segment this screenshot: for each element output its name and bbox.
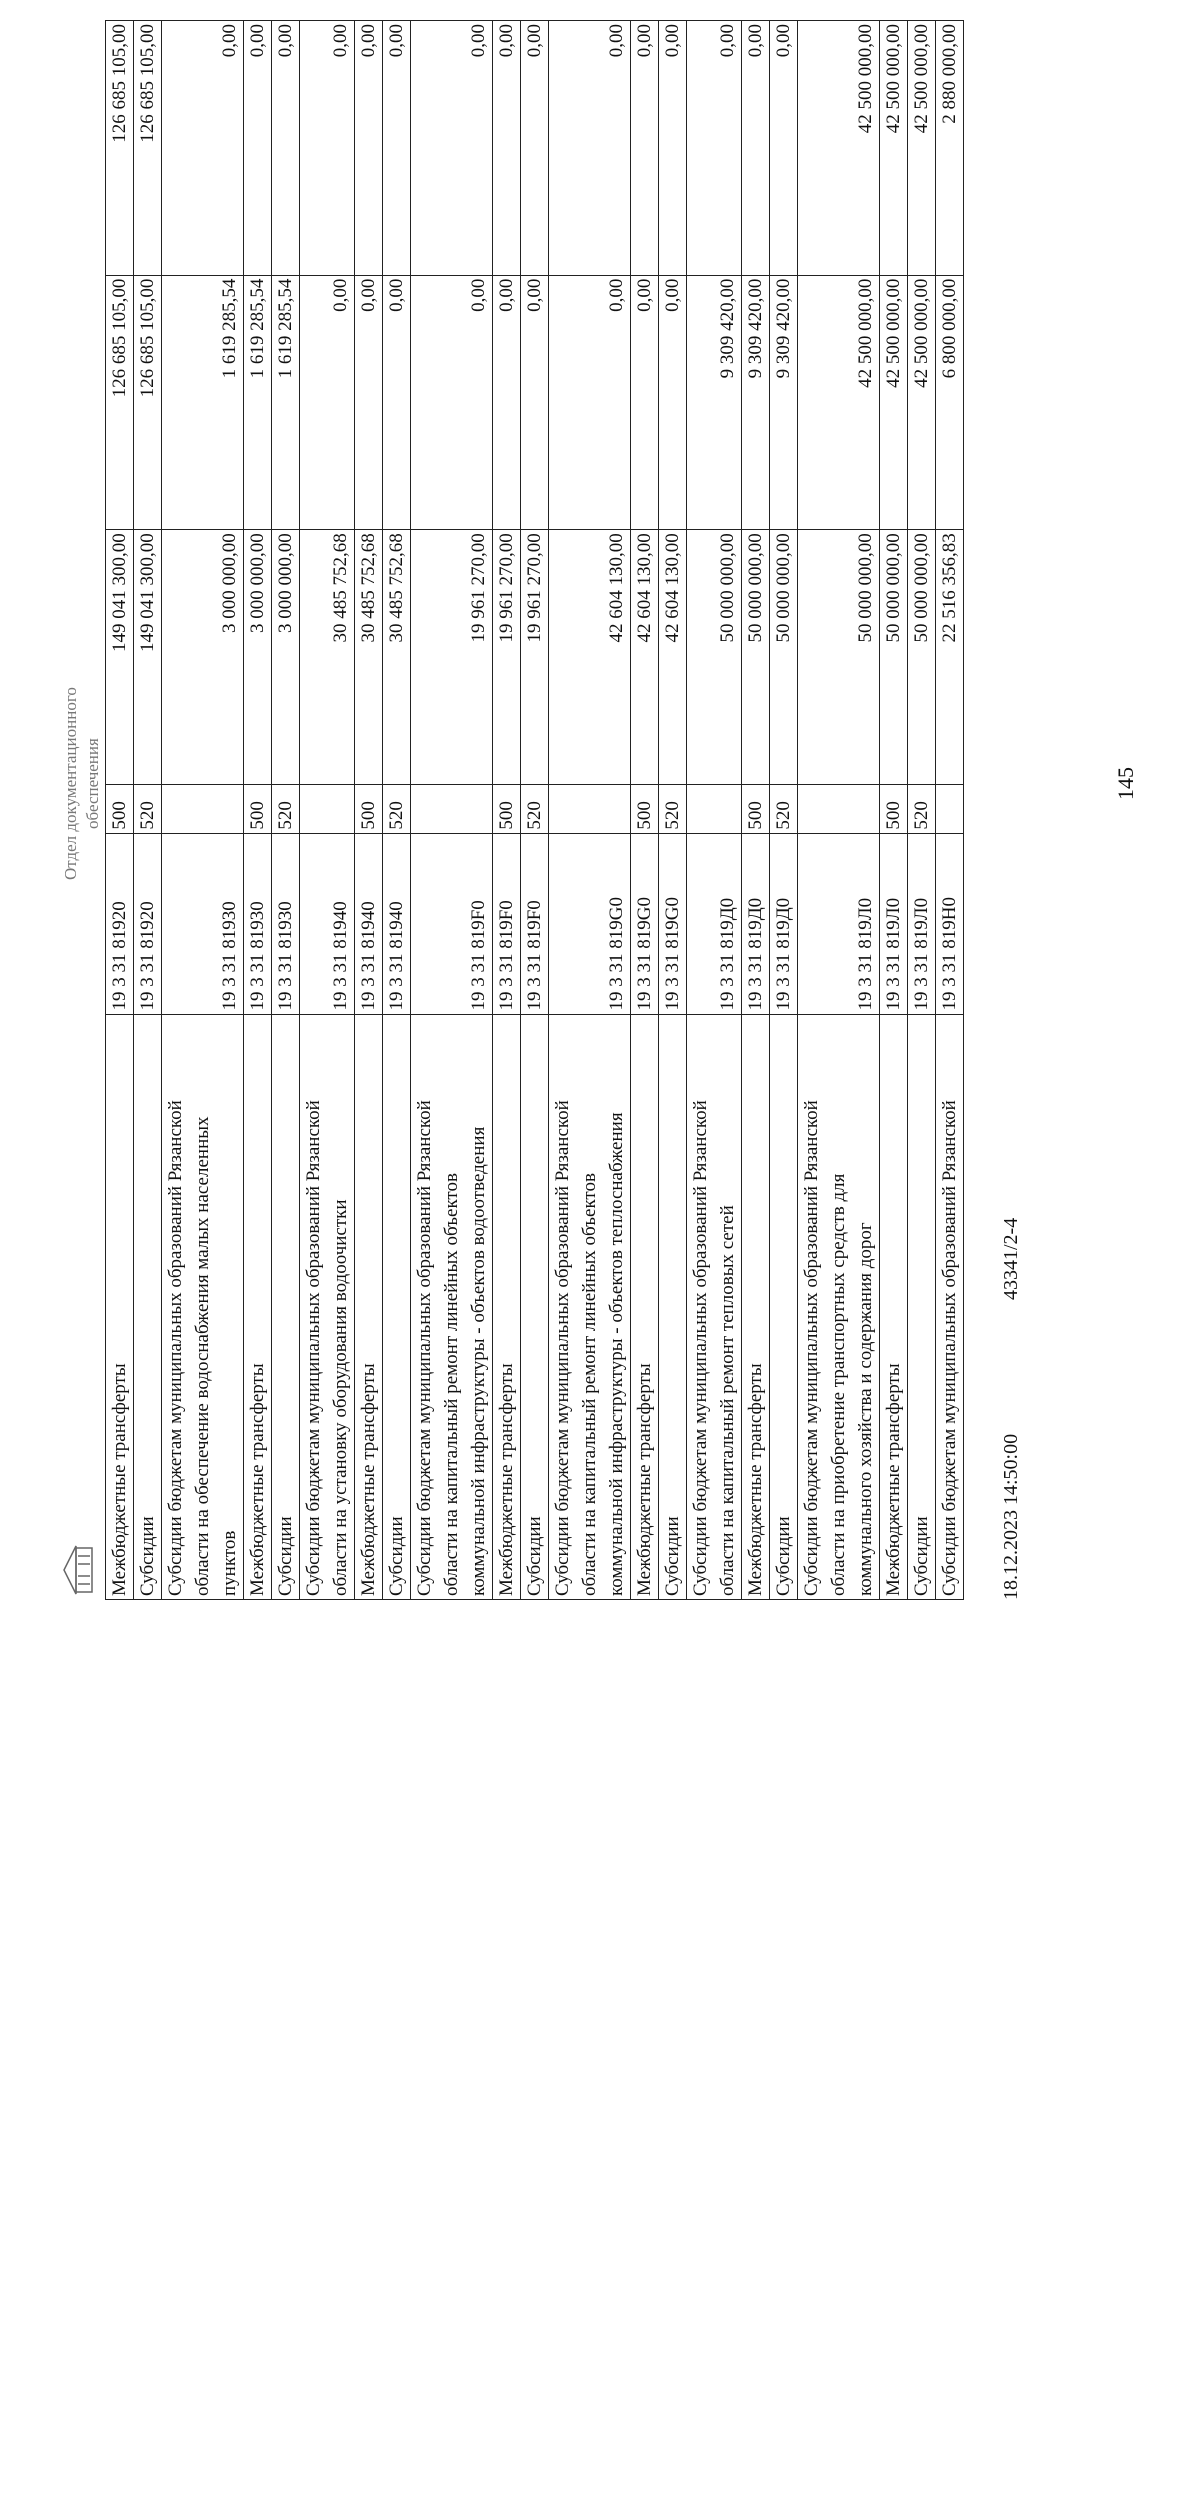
row-name-cell <box>631 1014 659 1599</box>
row-amount-2-cell: 0,00 <box>355 275 383 530</box>
row-name-cell <box>549 1014 631 1599</box>
row-amount-1-cell: 50 000 000,00 <box>742 530 770 785</box>
row-amount-2-cell: 6 800 000,00 <box>936 275 964 530</box>
row-name-line: Межбюджетные трансферты <box>634 1363 655 1596</box>
table-row <box>880 21 908 1600</box>
row-amount-1-cell: 30 485 752,68 <box>300 530 355 785</box>
footer-doc-code: 43341/2-4 <box>1000 1217 1022 1300</box>
table-row <box>549 21 631 1600</box>
row-amount-2-cell: 9 309 420,00 <box>687 275 742 530</box>
row-name-line: области на капитальный ремонт тепловых сетей <box>717 1205 738 1596</box>
row-name-line: Межбюджетные трансферты <box>496 1363 517 1596</box>
office-stamp <box>60 687 104 880</box>
row-code-cell: 19 3 31 819Л0 <box>798 833 880 1014</box>
table-row <box>355 21 383 1600</box>
row-amount-1-cell: 30 485 752,68 <box>355 530 383 785</box>
row-name-line: Субсидии <box>773 1516 794 1596</box>
table-row <box>106 21 134 1600</box>
page-number: 145 <box>1113 767 1138 800</box>
row-code-cell: 19 3 31 81940 <box>300 833 355 1014</box>
row-amount-2-cell: 9 309 420,00 <box>770 275 798 530</box>
row-code-cell: 19 3 31 819F0 <box>411 833 493 1014</box>
table-row <box>134 21 162 1600</box>
row-vr-cell: 520 <box>770 784 798 833</box>
row-name-cell <box>798 1014 880 1599</box>
row-name-cell <box>742 1014 770 1599</box>
row-code-cell: 19 3 31 819Д0 <box>742 833 770 1014</box>
row-name-line: Субсидии <box>911 1516 932 1596</box>
row-vr-cell: 520 <box>272 784 300 833</box>
row-name-line: Субсидии бюджетам муниципальных образований Рязанской <box>801 1100 822 1596</box>
row-amount-3-cell: 0,00 <box>272 21 300 276</box>
row-name-line: Субсидии <box>662 1516 683 1596</box>
row-amount-1-cell: 50 000 000,00 <box>798 530 880 785</box>
rotated-document-page <box>61 20 1140 1600</box>
row-name-line: Субсидии бюджетам муниципальных образований Рязанской <box>939 1100 960 1596</box>
table-row <box>244 21 272 1600</box>
row-vr-cell: 520 <box>659 784 687 833</box>
row-name-cell <box>770 1014 798 1599</box>
row-amount-2-cell: 0,00 <box>659 275 687 530</box>
row-name-line: области на приобретение транспортных средств для <box>828 1173 849 1596</box>
row-name-line: Межбюджетные трансферты <box>883 1363 904 1596</box>
row-code-cell: 19 3 31 819Д0 <box>770 833 798 1014</box>
row-amount-1-cell: 3 000 000,00 <box>244 530 272 785</box>
row-name-line: Межбюджетные трансферты <box>247 1363 268 1596</box>
row-amount-2-cell: 0,00 <box>383 275 411 530</box>
row-name-cell <box>411 1014 493 1599</box>
row-code-cell: 19 3 31 81940 <box>383 833 411 1014</box>
row-name-cell <box>936 1014 964 1599</box>
row-name-line: области на установку оборудования водоочистки <box>330 1199 351 1596</box>
row-name-line: коммунальной инфраструктуры - объектов теплоснабжения <box>606 1112 627 1596</box>
row-amount-2-cell: 0,00 <box>300 275 355 530</box>
row-amount-3-cell: 42 500 000,00 <box>908 21 936 276</box>
row-code-cell: 19 3 31 81930 <box>272 833 300 1014</box>
row-vr-cell <box>411 784 493 833</box>
row-name-line: Субсидии <box>524 1516 545 1596</box>
row-amount-2-cell: 1 619 285,54 <box>272 275 300 530</box>
row-amount-3-cell: 0,00 <box>411 21 493 276</box>
row-name-cell <box>521 1014 549 1599</box>
row-amount-3-cell: 0,00 <box>300 21 355 276</box>
row-amount-3-cell: 0,00 <box>162 21 244 276</box>
table-row <box>798 21 880 1600</box>
row-vr-cell: 500 <box>493 784 521 833</box>
row-amount-1-cell: 22 516 356,83 <box>936 530 964 785</box>
row-amount-2-cell: 126 685 105,00 <box>134 275 162 530</box>
row-name-line: области на капитальный ремонт линейных объектов <box>579 1173 600 1596</box>
row-vr-cell: 500 <box>742 784 770 833</box>
row-amount-1-cell: 149 041 300,00 <box>134 530 162 785</box>
footer-meta <box>1000 1217 1040 2500</box>
row-name-cell <box>687 1014 742 1599</box>
row-code-cell: 19 3 31 819F0 <box>493 833 521 1014</box>
row-name-cell <box>244 1014 272 1599</box>
row-vr-cell: 520 <box>134 784 162 833</box>
row-amount-1-cell: 3 000 000,00 <box>162 530 244 785</box>
row-vr-cell: 500 <box>631 784 659 833</box>
row-vr-cell <box>549 784 631 833</box>
row-name-line: Субсидии <box>137 1516 158 1596</box>
stamp-line-2: обеспечения <box>83 738 102 829</box>
row-vr-cell: 500 <box>355 784 383 833</box>
row-vr-cell: 520 <box>521 784 549 833</box>
row-name-cell <box>659 1014 687 1599</box>
row-code-cell: 19 3 31 819Н0 <box>936 833 964 1014</box>
row-amount-1-cell: 30 485 752,68 <box>383 530 411 785</box>
row-name-line: пунктов <box>219 1530 240 1596</box>
row-amount-2-cell: 1 619 285,54 <box>244 275 272 530</box>
table-row <box>742 21 770 1600</box>
row-amount-3-cell: 0,00 <box>244 21 272 276</box>
row-amount-3-cell: 0,00 <box>549 21 631 276</box>
row-code-cell: 19 3 31 819F0 <box>521 833 549 1014</box>
footer-date: 18.12.2023 14:50:00 <box>1000 1433 1022 1600</box>
row-amount-2-cell: 42 500 000,00 <box>880 275 908 530</box>
row-amount-1-cell: 19 961 270,00 <box>411 530 493 785</box>
row-name-cell <box>908 1014 936 1599</box>
row-code-cell: 19 3 31 819Л0 <box>908 833 936 1014</box>
row-name-cell <box>383 1014 411 1599</box>
row-amount-2-cell: 42 500 000,00 <box>908 275 936 530</box>
row-vr-cell: 520 <box>383 784 411 833</box>
row-name-line: Субсидии бюджетам муниципальных образований Рязанской <box>414 1100 435 1596</box>
row-code-cell: 19 3 31 81930 <box>162 833 244 1014</box>
row-vr-cell: 520 <box>908 784 936 833</box>
row-amount-1-cell: 50 000 000,00 <box>880 530 908 785</box>
row-code-cell: 19 3 31 81920 <box>134 833 162 1014</box>
table-row <box>936 21 964 1600</box>
row-amount-3-cell: 0,00 <box>493 21 521 276</box>
row-amount-2-cell: 126 685 105,00 <box>106 275 134 530</box>
row-amount-3-cell: 0,00 <box>383 21 411 276</box>
row-vr-cell: 500 <box>106 784 134 833</box>
row-code-cell: 19 3 31 819Д0 <box>687 833 742 1014</box>
row-vr-cell <box>687 784 742 833</box>
row-amount-1-cell: 50 000 000,00 <box>908 530 936 785</box>
row-code-cell: 19 3 31 819G0 <box>631 833 659 1014</box>
row-vr-cell <box>936 784 964 833</box>
row-amount-3-cell: 0,00 <box>659 21 687 276</box>
row-name-line: области на капитальный ремонт линейных объектов <box>441 1173 462 1596</box>
row-amount-1-cell: 42 604 130,00 <box>631 530 659 785</box>
row-amount-3-cell: 0,00 <box>631 21 659 276</box>
row-amount-1-cell: 42 604 130,00 <box>549 530 631 785</box>
row-name-cell <box>880 1014 908 1599</box>
table-row <box>411 21 493 1600</box>
row-amount-1-cell: 42 604 130,00 <box>659 530 687 785</box>
row-amount-2-cell: 0,00 <box>631 275 659 530</box>
row-amount-3-cell: 126 685 105,00 <box>134 21 162 276</box>
row-amount-2-cell: 0,00 <box>549 275 631 530</box>
row-amount-1-cell: 50 000 000,00 <box>770 530 798 785</box>
row-name-line: Субсидии бюджетам муниципальных образований Рязанской <box>303 1100 324 1596</box>
row-amount-3-cell: 42 500 000,00 <box>798 21 880 276</box>
stamp-line-1: Отдел документационного <box>61 687 80 880</box>
table-row <box>659 21 687 1600</box>
table-row <box>521 21 549 1600</box>
row-name-cell <box>355 1014 383 1599</box>
duma-logo-icon <box>60 1540 100 1600</box>
row-vr-cell: 500 <box>880 784 908 833</box>
row-amount-3-cell: 126 685 105,00 <box>106 21 134 276</box>
row-name-line: Субсидии <box>275 1516 296 1596</box>
row-amount-2-cell: 1 619 285,54 <box>162 275 244 530</box>
row-name-cell <box>134 1014 162 1599</box>
row-vr-cell <box>798 784 880 833</box>
row-amount-3-cell: 0,00 <box>687 21 742 276</box>
row-amount-3-cell: 42 500 000,00 <box>880 21 908 276</box>
row-amount-2-cell: 0,00 <box>493 275 521 530</box>
row-name-line: Межбюджетные трансферты <box>745 1363 766 1596</box>
row-code-cell: 19 3 31 81920 <box>106 833 134 1014</box>
table-row <box>631 21 659 1600</box>
table-row <box>687 21 742 1600</box>
row-amount-3-cell: 2 880 000,00 <box>936 21 964 276</box>
row-amount-3-cell: 0,00 <box>355 21 383 276</box>
row-code-cell: 19 3 31 81940 <box>355 833 383 1014</box>
row-name-cell <box>300 1014 355 1599</box>
row-name-line: коммунальной инфраструктуры - объектов водоотведения <box>468 1126 489 1596</box>
row-amount-3-cell: 0,00 <box>742 21 770 276</box>
row-amount-3-cell: 0,00 <box>770 21 798 276</box>
row-name-line: области на обеспечение водоснабжения малых населенных <box>192 1116 213 1596</box>
row-name-line: Субсидии бюджетам муниципальных образований Рязанской <box>552 1100 573 1596</box>
row-amount-2-cell: 42 500 000,00 <box>798 275 880 530</box>
row-code-cell: 19 3 31 819G0 <box>549 833 631 1014</box>
row-amount-1-cell: 149 041 300,00 <box>106 530 134 785</box>
table-row <box>383 21 411 1600</box>
row-name-cell <box>272 1014 300 1599</box>
row-name-cell <box>493 1014 521 1599</box>
row-name-line: Межбюджетные трансферты <box>358 1363 379 1596</box>
row-name-line: коммунального хозяйства и содержания дорог <box>855 1222 876 1596</box>
row-code-cell: 19 3 31 81930 <box>244 833 272 1014</box>
table-row <box>770 21 798 1600</box>
row-amount-2-cell: 0,00 <box>521 275 549 530</box>
row-amount-1-cell: 3 000 000,00 <box>272 530 300 785</box>
row-name-line: Межбюджетные трансферты <box>109 1363 130 1596</box>
row-amount-1-cell: 19 961 270,00 <box>493 530 521 785</box>
row-vr-cell: 500 <box>244 784 272 833</box>
row-amount-2-cell: 0,00 <box>411 275 493 530</box>
row-name-line: Субсидии <box>386 1516 407 1596</box>
table-row <box>493 21 521 1600</box>
row-name-line: Субсидии бюджетам муниципальных образований Рязанской <box>165 1100 186 1596</box>
row-amount-1-cell: 19 961 270,00 <box>521 530 549 785</box>
row-name-line: Субсидии бюджетам муниципальных образований Рязанской <box>690 1100 711 1596</box>
table-row <box>908 21 936 1600</box>
row-code-cell: 19 3 31 819G0 <box>659 833 687 1014</box>
table-row <box>272 21 300 1600</box>
table-row <box>300 21 355 1600</box>
row-name-cell <box>106 1014 134 1599</box>
row-amount-2-cell: 9 309 420,00 <box>742 275 770 530</box>
row-amount-1-cell: 50 000 000,00 <box>687 530 742 785</box>
row-amount-3-cell: 0,00 <box>521 21 549 276</box>
row-vr-cell <box>300 784 355 833</box>
row-code-cell: 19 3 31 819Л0 <box>880 833 908 1014</box>
